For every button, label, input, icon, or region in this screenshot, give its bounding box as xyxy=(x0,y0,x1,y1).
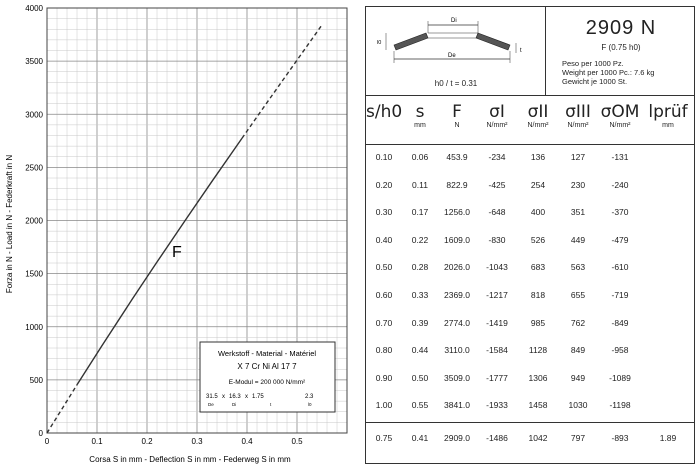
table-cell: 0.90 xyxy=(375,372,393,383)
header-col xyxy=(402,102,438,129)
table-cell: 0.20 xyxy=(375,179,393,190)
y-tick-label: 2500 xyxy=(25,163,43,173)
table-cell: -719 xyxy=(611,290,629,300)
table-cell: 1042 xyxy=(528,433,548,443)
table-cell: 0.10 xyxy=(375,152,393,162)
table-cell: 849 xyxy=(570,345,586,356)
table-cell: 563 xyxy=(570,262,586,273)
y-tick-label: 3000 xyxy=(25,110,43,120)
weight-line-en: Weight per 1000 Pc.: 7.6 kg xyxy=(562,68,655,77)
y-tick-label: 1000 xyxy=(25,322,43,332)
weight-line-it: Peso per 1000 Pz. xyxy=(562,59,624,68)
table-cell: 0.60 xyxy=(375,290,393,300)
x-tick-label: 0.3 xyxy=(191,437,203,446)
header-unit: mm xyxy=(662,122,674,129)
table-cell: -370 xyxy=(611,207,629,218)
table-cell: -958 xyxy=(611,345,629,356)
table-cell: -648 xyxy=(488,207,506,218)
table-cell: 0.39 xyxy=(411,317,429,328)
table-cell: 1030 xyxy=(568,400,588,411)
y-tick-label: 500 xyxy=(29,375,43,385)
table-cell: -1933 xyxy=(486,400,508,411)
table-cell: 0.41 xyxy=(411,433,429,443)
x-tick-label: 0 xyxy=(44,437,50,446)
table-cell: 822.9 xyxy=(446,179,468,190)
x-tick-label: 0.4 xyxy=(241,437,253,446)
table-cell: 2369.0 xyxy=(444,290,470,300)
dim-label-de: De xyxy=(208,402,214,407)
weights xyxy=(562,59,692,86)
load-curve-segment xyxy=(242,25,322,138)
table-cell: 1.00 xyxy=(375,400,393,411)
table-cell: 0.50 xyxy=(375,262,393,273)
table-cell: 0.17 xyxy=(411,207,429,218)
dim-x1: x xyxy=(222,394,225,400)
label-di: Di xyxy=(451,18,457,24)
header-unit: N/mm² xyxy=(609,122,631,129)
table-cell: 0.50 xyxy=(411,372,429,383)
table-cell: 2774.0 xyxy=(444,317,470,328)
table-cell: 136 xyxy=(530,152,546,162)
table-header xyxy=(366,96,694,145)
header-symbol: lprüf xyxy=(648,102,688,122)
label-l0: l0 xyxy=(377,40,382,46)
table-cell: 1128 xyxy=(528,345,548,356)
table-cell: -425 xyxy=(488,179,506,190)
table-cell: 0.40 xyxy=(375,234,393,245)
table-cell: 797 xyxy=(570,433,586,443)
label-t: t xyxy=(520,48,522,54)
table-cell: -1217 xyxy=(486,290,508,300)
header-col xyxy=(476,102,518,129)
table-cell: 3509.0 xyxy=(444,372,470,383)
table-cell: -1584 xyxy=(486,345,508,356)
table-cell: 0.55 xyxy=(411,400,429,411)
dim-label-l0: l0 xyxy=(308,402,312,407)
y-axis-title: Forza in N - Load in N - Federkraft in N xyxy=(5,154,14,294)
y-tick-label: 0 xyxy=(38,429,43,438)
label-de: De xyxy=(448,53,456,59)
curve-label: F xyxy=(172,244,182,261)
header-symbol: σI xyxy=(489,102,505,122)
header-symbol: σII xyxy=(527,102,549,122)
material-name: X 7 Cr Ni Al 17 7 xyxy=(237,362,297,371)
header-col xyxy=(438,102,476,129)
header-symbol: s xyxy=(415,102,425,122)
table-cell: -131 xyxy=(611,152,629,162)
y-tick-label: 2000 xyxy=(25,216,43,226)
table-cell: 0.80 xyxy=(375,345,393,356)
dim-t: 1.75 xyxy=(252,394,264,400)
dim-label-di: Di xyxy=(232,402,237,407)
table-cell: -479 xyxy=(611,234,629,245)
washer-sketch xyxy=(366,7,546,95)
y-tick-label: 3500 xyxy=(25,57,43,67)
e-modulus: E-Modul = 200 000 N/mm² xyxy=(228,379,306,386)
force-reference: F (0.75 h0) xyxy=(601,43,641,52)
table-cell: 949 xyxy=(570,372,586,383)
table-cell: 0.70 xyxy=(375,317,393,328)
summary-separator xyxy=(366,422,694,423)
table-cell: 1306 xyxy=(528,372,548,383)
table-cell: 0.30 xyxy=(375,207,393,218)
table-cell: -1198 xyxy=(609,400,631,411)
table-cell: -1043 xyxy=(486,262,508,273)
header-col xyxy=(558,102,598,129)
table-cell: 449 xyxy=(570,234,586,245)
washer-drawing xyxy=(366,7,544,77)
table-cell: 254 xyxy=(530,179,546,190)
table-cell: 762 xyxy=(570,317,586,328)
table-cell: 526 xyxy=(530,234,546,245)
table-cell: 127 xyxy=(570,152,586,162)
header-symbol: F xyxy=(452,102,462,122)
table-cell: 0.06 xyxy=(411,152,429,162)
table-cell: 0.44 xyxy=(411,345,429,356)
header-unit: mm xyxy=(414,122,426,129)
header-unit: N xyxy=(454,122,460,129)
table-cell: -849 xyxy=(611,317,629,328)
header-symbol: σIII xyxy=(565,102,591,122)
header-col xyxy=(598,102,642,129)
header-symbol: σOM xyxy=(600,102,640,122)
table-cell: 0.33 xyxy=(411,290,429,300)
table-cell: 2909.0 xyxy=(444,433,470,443)
table-cell: 230 xyxy=(570,179,586,190)
table-cell: 1.89 xyxy=(659,433,677,443)
table-cell: 0.11 xyxy=(412,179,428,190)
spec-header xyxy=(366,7,694,96)
part-number: 2909 N xyxy=(585,17,657,39)
table-cell: 1458 xyxy=(528,400,548,411)
table-cell: -1089 xyxy=(609,372,631,383)
table-cell: 0.28 xyxy=(411,262,429,273)
table-cell: 351 xyxy=(570,207,586,218)
dim-label-t: t xyxy=(270,402,272,407)
table-cell: 1256.0 xyxy=(444,207,470,218)
table-cell: 453.9 xyxy=(446,152,468,162)
ratio-label: h0 / t = 0.31 xyxy=(434,79,478,88)
table-cell: 655 xyxy=(570,290,586,300)
load-curve-segment xyxy=(47,385,77,433)
material-box xyxy=(200,342,335,412)
table-cell: -893 xyxy=(611,433,629,443)
header-symbol: s/h0 xyxy=(366,102,403,122)
table-cell: 985 xyxy=(530,317,546,328)
dim-l0: 2.3 xyxy=(305,394,314,400)
dim-di: 16.3 xyxy=(229,394,241,400)
header-col xyxy=(366,102,402,122)
header-unit: N/mm² xyxy=(567,122,589,129)
table-cell: 683 xyxy=(530,262,546,273)
table-cell: -830 xyxy=(488,234,506,245)
header-col xyxy=(642,102,694,129)
material-box-title: Werkstoff - Material - Matériel xyxy=(217,349,317,358)
x-tick-label: 0.2 xyxy=(141,437,153,446)
dim-de: 31.5 xyxy=(206,394,218,400)
table-cell: 400 xyxy=(530,207,546,218)
y-tick-label: 1500 xyxy=(25,269,43,279)
dim-x2: x xyxy=(245,394,248,400)
x-tick-label: 0.1 xyxy=(91,437,103,446)
header-unit: N/mm² xyxy=(527,122,549,129)
spec-panel xyxy=(365,6,695,464)
table-cell: 0.22 xyxy=(411,234,429,245)
table-cell: 818 xyxy=(530,290,546,300)
weight-line-de: Gewicht je 1000 St. xyxy=(562,77,628,86)
table-cell: -234 xyxy=(488,152,506,162)
header-unit: N/mm² xyxy=(486,122,508,129)
table-cell: -610 xyxy=(611,262,629,273)
x-tick-label: 0.5 xyxy=(291,437,303,446)
table-cell: 0.75 xyxy=(375,433,393,443)
table-cell: -1486 xyxy=(486,433,508,443)
y-tick-label: 4000 xyxy=(25,4,43,13)
table-cell: 1609.0 xyxy=(444,234,470,245)
table-cell: -240 xyxy=(611,179,629,190)
header-col xyxy=(518,102,558,129)
table-cell: -1419 xyxy=(486,317,508,328)
table-cell: 2026.0 xyxy=(444,262,470,273)
x-axis-title: Corsa S in mm - Deflection S in mm - Federweg S in mm xyxy=(89,455,291,464)
table-cell: 3110.0 xyxy=(444,345,470,356)
table-cell: -1777 xyxy=(486,372,508,383)
table-cell: 3841.0 xyxy=(444,400,470,411)
